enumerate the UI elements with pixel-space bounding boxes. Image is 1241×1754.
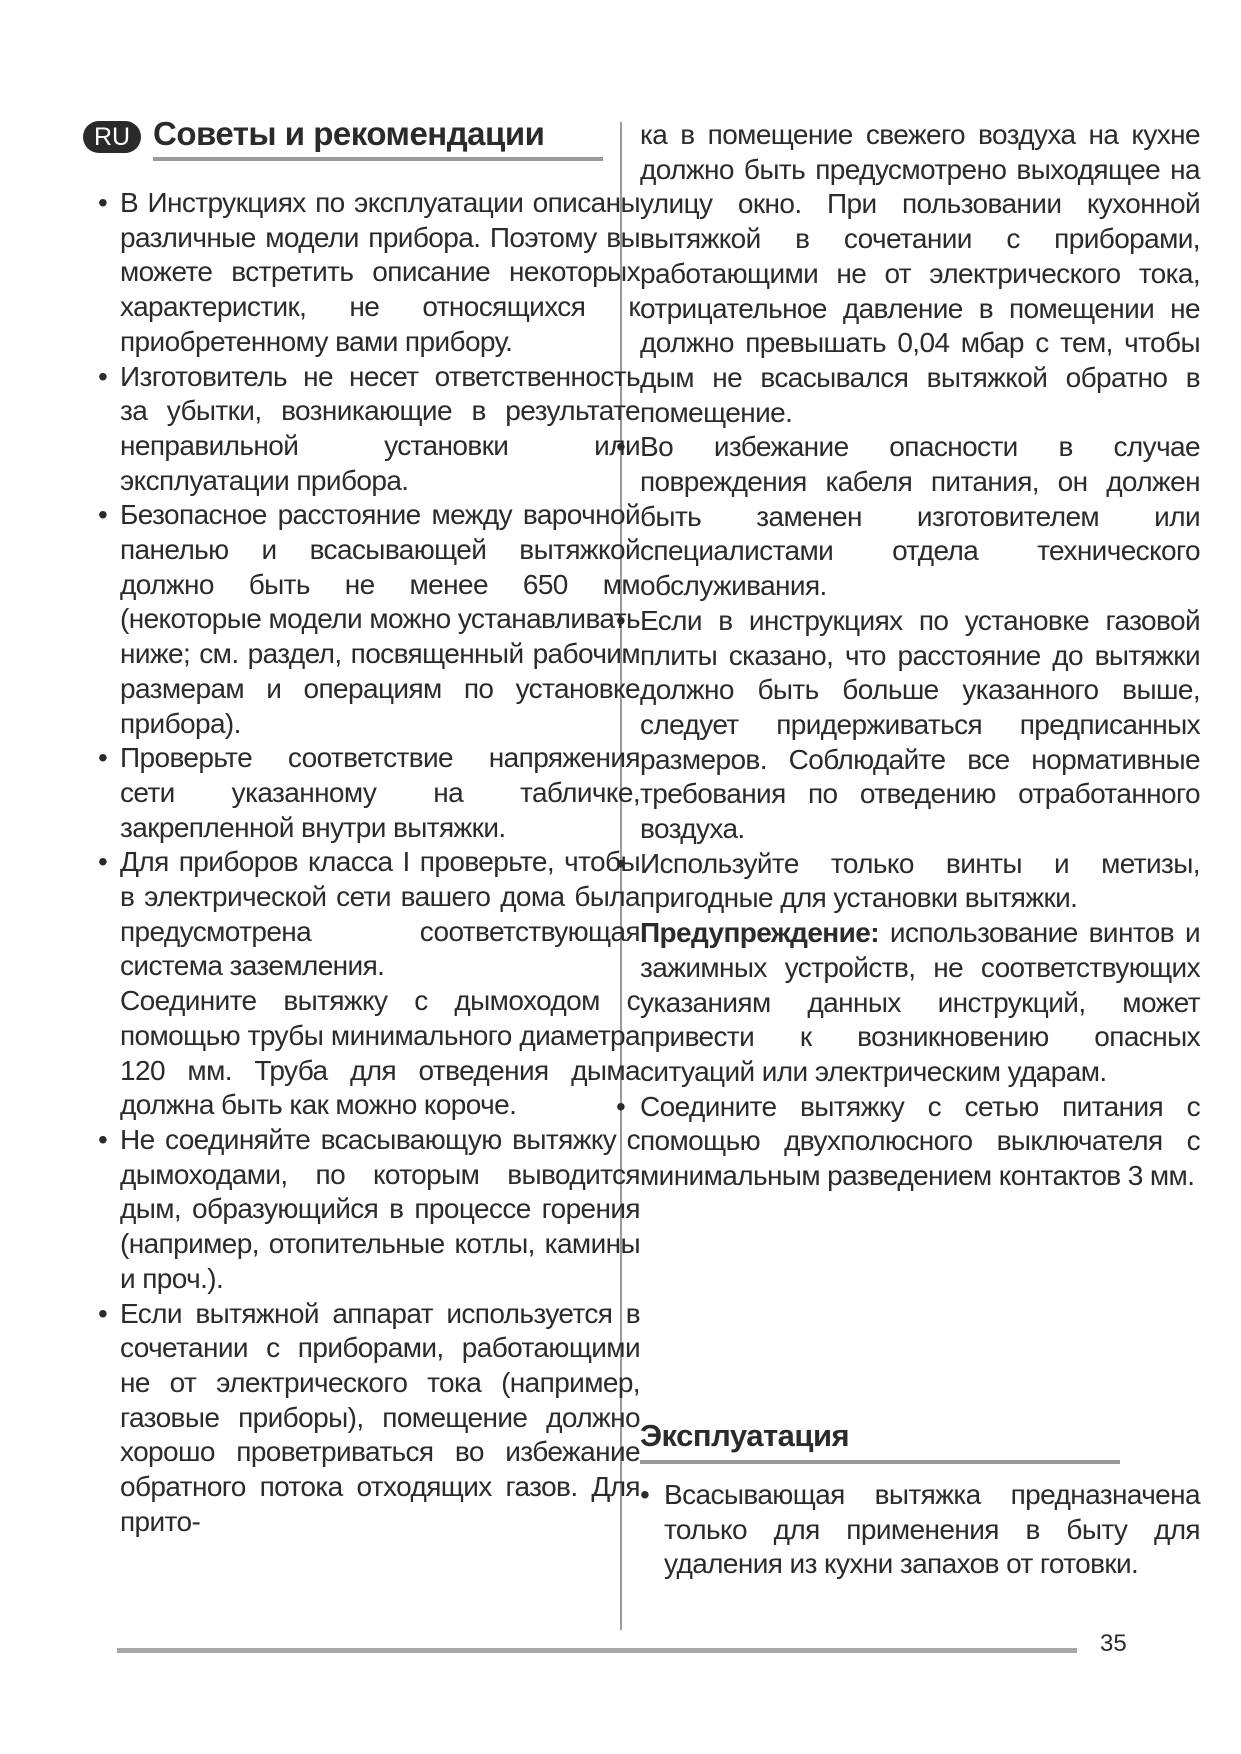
tips-list-4 [640,1090,1200,1194]
chimney-paragraph: Соедините вытяжку с дымоходом с помощью трубы минимального диаметра 120 мм. Труба для отведения дыма должна быть как можно короче. [120,985,640,1121]
list-item: • Если вытяжной аппарат используется в сочетании с приборами, работающими не от электрического тока (например, газовые приборы), помещение должно хорошо проветриваться во избежание обратного потока отходящих газов. Для прито- [98,1297,640,1540]
heading-underline [153,157,603,161]
list-item: • Если в инструкциях по установке газовой плиты сказано, что расстояние до вытяжки должно быть больше указанного выше, следует придерживаться предписанных размеров. Соблюдайте все нормативные требования по отведению отработанного воздуха. [616,604,1200,847]
footer-rule [117,1648,1077,1653]
page-title: Советы и рекомендации [153,115,545,152]
tips-list-2 [120,1123,640,1539]
section-heading-operation [640,1418,1120,1468]
warning-text: использование винтов и зажимных устройств, не соответствующих указаниям данных инструкций, может привести к возникновению опасных ситуаций или электрическим ударам. [640,917,1200,1087]
list-item: • Во избежание опасности в случае повреждения кабеля питания, он должен быть заменен изготовителем или специалистами отдела технического обслуживания. [616,430,1200,604]
list-item: • Безопасное расстояние между варочной панелью и всасывающей вытяжкой должно быть не менее 650 мм (некоторые модели можно устанавливать ниже; см. раздел, посвященный рабочим размерам и операциям по установке прибора). [98,498,640,741]
operation-list [640,1478,1200,1582]
list-item: • Для приборов класса I проверьте, чтобы в электрической сети вашего дома была предусмотрена соответствующая система заземления. [98,845,640,984]
tips-list-3 [640,430,1200,916]
list-item: • Всасывающая вытяжка предназначена только для применения в быту для удаления из кухни запахов от готовки. [640,1478,1200,1582]
list-item: • Соедините вытяжку с сетью питания с помощью двухполюсного выключателя с минимальным разведением контактов 3 мм. [616,1090,1200,1194]
section-title: Эксплуатация [640,1418,850,1453]
list-item: • Используйте только винты и метизы, пригодные для установки вытяжки. [616,847,1200,916]
left-column [120,186,640,1539]
list-item: • Изготовитель не несет ответственность за убытки, возникающие в результате неправильной установки или эксплуатации прибора. [98,360,640,499]
operation-body [640,1478,1200,1582]
section-heading-tips [83,113,603,161]
list-item: • Проверьте соответствие напряжения сети указанному на табличке, закрепленной внутри вытяжки. [98,741,640,845]
warning-paragraph [640,916,1200,1090]
continued-paragraph: ка в помещение свежего воздуха на кухне должно быть предусмотрено выходящее на улицу окно. При пользовании кухонной вытяжкой в сочетании с приборами, работающими не от электрического тока, отрицательное давление в помещении не должно превышать 0,04 мбар с тем, чтобы дым не всасывался вытяжкой обратно в помещение. [640,119,1200,428]
list-item: • Не соединяйте всасывающую вытяжку с дымоходами, по которым выводится дым, образующийся в процессе горения (например, отопительные котлы, камины и проч.). [98,1123,640,1297]
section-underline [640,1460,1120,1464]
page-number: 35 [1100,1630,1127,1657]
language-badge: RU [83,121,141,153]
right-column [640,118,1200,1194]
warning-label: Предупреждение: [640,917,879,949]
list-item: • В Инструкциях по эксплуатации описаны различные модели прибора. Поэтому вы можете встретить описание некоторых характеристик, не относящихся к приобретенному вами прибору. [98,186,640,360]
tips-list-1 [120,186,640,984]
